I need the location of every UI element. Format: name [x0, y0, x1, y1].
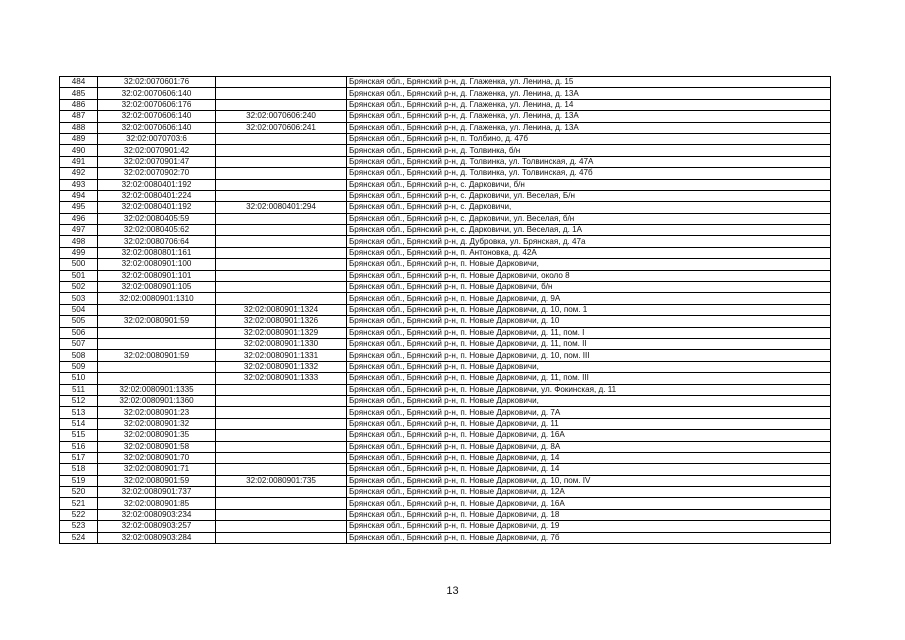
row-number-cell: 493 [60, 179, 98, 190]
row-number-cell: 524 [60, 532, 98, 543]
table-row [60, 361, 831, 372]
cadastral-number-cell: 32:02:0080901:59 [98, 316, 216, 327]
row-number-cell: 500 [60, 259, 98, 270]
table-row [60, 179, 831, 190]
row-number-cell: 521 [60, 498, 98, 509]
sub-cadastral-number-cell [216, 156, 347, 167]
table-row [60, 77, 831, 88]
cadastral-number-cell: 32:02:0080903:257 [98, 521, 216, 532]
cadastral-number-cell: 32:02:0080901:35 [98, 430, 216, 441]
cadastral-number-cell: 32:02:0080901:100 [98, 259, 216, 270]
sub-cadastral-number-cell [216, 179, 347, 190]
cadastral-number-cell: 32:02:0080901:71 [98, 464, 216, 475]
table-row [60, 111, 831, 122]
cadastral-number-cell: 32:02:0080901:58 [98, 441, 216, 452]
cadastral-number-cell: 32:02:0080401:192 [98, 202, 216, 213]
cadastral-number-cell: 32:02:0070606:176 [98, 99, 216, 110]
address-cell: Брянская обл., Брянский р-н, д. Глаженка, ул. Ленина, д. 13А [347, 122, 831, 133]
table-row [60, 316, 831, 327]
sub-cadastral-number-cell [216, 452, 347, 463]
table-row [60, 190, 831, 201]
table-row [60, 247, 831, 258]
sub-cadastral-number-cell [216, 521, 347, 532]
sub-cadastral-number-cell: 32:02:0080401:294 [216, 202, 347, 213]
cadastral-number-cell: 32:02:0070606:140 [98, 122, 216, 133]
sub-cadastral-number-cell [216, 487, 347, 498]
table-row [60, 122, 831, 133]
sub-cadastral-number-cell [216, 418, 347, 429]
sub-cadastral-number-cell [216, 441, 347, 452]
row-number-cell: 496 [60, 213, 98, 224]
address-cell: Брянская обл., Брянский р-н, с. Дарковичи, б/н [347, 179, 831, 190]
cadastral-number-cell: 32:02:0080901:59 [98, 350, 216, 361]
cadastral-number-cell [98, 327, 216, 338]
row-number-cell: 487 [60, 111, 98, 122]
cadastral-number-cell: 32:02:0080706:64 [98, 236, 216, 247]
sub-cadastral-number-cell: 32:02:0080901:1332 [216, 361, 347, 372]
table-row [60, 384, 831, 395]
row-number-cell: 507 [60, 338, 98, 349]
sub-cadastral-number-cell [216, 88, 347, 99]
cadastral-number-cell: 32:02:0080901:105 [98, 282, 216, 293]
row-number-cell: 484 [60, 77, 98, 88]
sub-cadastral-number-cell: 32:02:0080901:1324 [216, 304, 347, 315]
table-row [60, 213, 831, 224]
address-cell: Брянская обл., Брянский р-н, п. Новые Дарковичи, [347, 259, 831, 270]
row-number-cell: 503 [60, 293, 98, 304]
sub-cadastral-number-cell: 32:02:0080901:735 [216, 475, 347, 486]
address-cell: Брянская обл., Брянский р-н, д. Глаженка, ул. Ленина, д. 13А [347, 111, 831, 122]
sub-cadastral-number-cell: 32:02:0070606:241 [216, 122, 347, 133]
table-row [60, 168, 831, 179]
address-cell: Брянская обл., Брянский р-н, п. Новые Дарковичи, б/н [347, 282, 831, 293]
row-number-cell: 518 [60, 464, 98, 475]
cadastral-number-cell: 32:02:0070902:70 [98, 168, 216, 179]
table-row [60, 487, 831, 498]
address-cell: Брянская обл., Брянский р-н, п. Новые Дарковичи, д. 12А [347, 487, 831, 498]
cadastral-number-cell: 32:02:0080901:70 [98, 452, 216, 463]
row-number-cell: 495 [60, 202, 98, 213]
address-cell: Брянская обл., Брянский р-н, д. Дубровка, ул. Брянская, д. 47а [347, 236, 831, 247]
row-number-cell: 498 [60, 236, 98, 247]
sub-cadastral-number-cell [216, 99, 347, 110]
row-number-cell: 499 [60, 247, 98, 258]
address-cell: Брянская обл., Брянский р-н, п. Новые Дарковичи, д. 9А [347, 293, 831, 304]
cadastral-number-cell: 32:02:0070606:140 [98, 111, 216, 122]
table-row [60, 338, 831, 349]
row-number-cell: 504 [60, 304, 98, 315]
table-row [60, 395, 831, 406]
cadastral-number-cell: 32:02:0070601:76 [98, 77, 216, 88]
row-number-cell: 512 [60, 395, 98, 406]
row-number-cell: 489 [60, 133, 98, 144]
cadastral-number-cell: 32:02:0080901:23 [98, 407, 216, 418]
table-row [60, 88, 831, 99]
address-cell: Брянская обл., Брянский р-н, п. Новые Дарковичи, д. 7А [347, 407, 831, 418]
table-row [60, 304, 831, 315]
address-cell: Брянская обл., Брянский р-н, п. Антоновка, д. 42А [347, 247, 831, 258]
row-number-cell: 506 [60, 327, 98, 338]
table-row [60, 532, 831, 543]
sub-cadastral-number-cell [216, 77, 347, 88]
table-row [60, 452, 831, 463]
sub-cadastral-number-cell: 32:02:0080901:1331 [216, 350, 347, 361]
row-number-cell: 497 [60, 225, 98, 236]
address-cell: Брянская обл., Брянский р-н, д. Толвинка, б/н [347, 145, 831, 156]
address-cell: Брянская обл., Брянский р-н, п. Новые Дарковичи, д. 10, пом. III [347, 350, 831, 361]
row-number-cell: 517 [60, 452, 98, 463]
sub-cadastral-number-cell [216, 190, 347, 201]
sub-cadastral-number-cell: 32:02:0080901:1329 [216, 327, 347, 338]
row-number-cell: 520 [60, 487, 98, 498]
cadastral-number-cell: 32:02:0080401:192 [98, 179, 216, 190]
address-cell: Брянская обл., Брянский р-н, п. Новые Дарковичи, д. 18 [347, 509, 831, 520]
sub-cadastral-number-cell [216, 532, 347, 543]
cadastral-number-cell: 32:02:0080405:62 [98, 225, 216, 236]
cadastral-number-cell: 32:02:0080903:234 [98, 509, 216, 520]
table-row [60, 99, 831, 110]
sub-cadastral-number-cell [216, 498, 347, 509]
address-cell: Брянская обл., Брянский р-н, с. Дарковичи, ул. Веселая, Б/н [347, 190, 831, 201]
row-number-cell: 505 [60, 316, 98, 327]
sub-cadastral-number-cell: 32:02:0070606:240 [216, 111, 347, 122]
table-row [60, 407, 831, 418]
row-number-cell: 522 [60, 509, 98, 520]
registry-table-body [60, 77, 831, 544]
row-number-cell: 514 [60, 418, 98, 429]
sub-cadastral-number-cell [216, 259, 347, 270]
cadastral-number-cell: 32:02:0080901:1360 [98, 395, 216, 406]
address-cell: Брянская обл., Брянский р-н, д. Глаженка, ул. Ленина, д. 14 [347, 99, 831, 110]
table-row [60, 259, 831, 270]
cadastral-number-cell: 32:02:0080405:59 [98, 213, 216, 224]
table-row [60, 293, 831, 304]
row-number-cell: 509 [60, 361, 98, 372]
cadastral-number-cell [98, 373, 216, 384]
table-row [60, 521, 831, 532]
table-row [60, 236, 831, 247]
cadastral-number-cell: 32:02:0080901:1335 [98, 384, 216, 395]
sub-cadastral-number-cell [216, 270, 347, 281]
table-row [60, 282, 831, 293]
page-number: 13 [446, 585, 459, 597]
sub-cadastral-number-cell [216, 293, 347, 304]
address-cell: Брянская обл., Брянский р-н, п. Новые Дарковичи, д. 16А [347, 498, 831, 509]
row-number-cell: 515 [60, 430, 98, 441]
address-cell: Брянская обл., Брянский р-н, с. Дарковичи, [347, 202, 831, 213]
cadastral-number-cell: 32:02:0070901:47 [98, 156, 216, 167]
sub-cadastral-number-cell [216, 395, 347, 406]
address-cell: Брянская обл., Брянский р-н, п. Новые Дарковичи, д. 7б [347, 532, 831, 543]
address-cell: Брянская обл., Брянский р-н, с. Дарковичи, ул. Веселая, д. 1А [347, 225, 831, 236]
table-row [60, 350, 831, 361]
sub-cadastral-number-cell [216, 282, 347, 293]
address-cell: Брянская обл., Брянский р-н, д. Глаженка, ул. Ленина, д. 13А [347, 88, 831, 99]
sub-cadastral-number-cell: 32:02:0080901:1330 [216, 338, 347, 349]
table-row [60, 475, 831, 486]
address-cell: Брянская обл., Брянский р-н, п. Новые Дарковичи, д. 8А [347, 441, 831, 452]
sub-cadastral-number-cell: 32:02:0080901:1326 [216, 316, 347, 327]
row-number-cell: 523 [60, 521, 98, 532]
cadastral-number-cell: 32:02:0080801:161 [98, 247, 216, 258]
cadastral-number-cell: 32:02:0080901:32 [98, 418, 216, 429]
sub-cadastral-number-cell [216, 430, 347, 441]
cadastral-number-cell: 32:02:0070703:6 [98, 133, 216, 144]
address-cell: Брянская обл., Брянский р-н, п. Новые Дарковичи, около 8 [347, 270, 831, 281]
row-number-cell: 510 [60, 373, 98, 384]
table-row [60, 441, 831, 452]
row-number-cell: 490 [60, 145, 98, 156]
property-registry-table [59, 76, 831, 544]
row-number-cell: 519 [60, 475, 98, 486]
sub-cadastral-number-cell [216, 247, 347, 258]
address-cell: Брянская обл., Брянский р-н, п. Новые Дарковичи, д. 10 [347, 316, 831, 327]
sub-cadastral-number-cell: 32:02:0080901:1333 [216, 373, 347, 384]
table-row [60, 156, 831, 167]
table-row [60, 430, 831, 441]
address-cell: Брянская обл., Брянский р-н, п. Толбино, д. 47б [347, 133, 831, 144]
table-row [60, 464, 831, 475]
row-number-cell: 513 [60, 407, 98, 418]
address-cell: Брянская обл., Брянский р-н, д. Толвинка, ул. Толвинская, д. 47б [347, 168, 831, 179]
address-cell: Брянская обл., Брянский р-н, п. Новые Дарковичи, д. 11, пом. II [347, 338, 831, 349]
table-row [60, 498, 831, 509]
sub-cadastral-number-cell [216, 168, 347, 179]
address-cell: Брянская обл., Брянский р-н, п. Новые Дарковичи, д. 11, пом. I [347, 327, 831, 338]
row-number-cell: 491 [60, 156, 98, 167]
address-cell: Брянская обл., Брянский р-н, п. Новые Дарковичи, д. 10, пом. IV [347, 475, 831, 486]
address-cell: Брянская обл., Брянский р-н, п. Новые Дарковичи, д. 16А [347, 430, 831, 441]
address-cell: Брянская обл., Брянский р-н, п. Новые Дарковичи, д. 11, пом. III [347, 373, 831, 384]
cadastral-number-cell: 32:02:0080901:59 [98, 475, 216, 486]
sub-cadastral-number-cell [216, 464, 347, 475]
cadastral-number-cell [98, 304, 216, 315]
sub-cadastral-number-cell [216, 407, 347, 418]
cadastral-number-cell: 32:02:0080901:737 [98, 487, 216, 498]
table-row [60, 418, 831, 429]
row-number-cell: 508 [60, 350, 98, 361]
row-number-cell: 494 [60, 190, 98, 201]
address-cell: Брянская обл., Брянский р-н, п. Новые Дарковичи, д. 14 [347, 464, 831, 475]
cadastral-number-cell: 32:02:0080401:224 [98, 190, 216, 201]
row-number-cell: 516 [60, 441, 98, 452]
address-cell: Брянская обл., Брянский р-н, п. Новые Дарковичи, д. 19 [347, 521, 831, 532]
cadastral-number-cell: 32:02:0080901:1310 [98, 293, 216, 304]
table-row [60, 327, 831, 338]
address-cell: Брянская обл., Брянский р-н, п. Новые Дарковичи, [347, 395, 831, 406]
address-cell: Брянская обл., Брянский р-н, п. Новые Дарковичи, [347, 361, 831, 372]
table-row [60, 270, 831, 281]
table-row [60, 133, 831, 144]
table-row [60, 509, 831, 520]
address-cell: Брянская обл., Брянский р-н, п. Новые Дарковичи, д. 10, пом. 1 [347, 304, 831, 315]
address-cell: Брянская обл., Брянский р-н, п. Новые Дарковичи, д. 11 [347, 418, 831, 429]
address-cell: Брянская обл., Брянский р-н, д. Глаженка, ул. Ленина, д. 15 [347, 77, 831, 88]
address-cell: Брянская обл., Брянский р-н, д. Толвинка, ул. Толвинская, д. 47А [347, 156, 831, 167]
sub-cadastral-number-cell [216, 236, 347, 247]
cadastral-number-cell: 32:02:0070901:42 [98, 145, 216, 156]
row-number-cell: 501 [60, 270, 98, 281]
cadastral-number-cell: 32:02:0070606:140 [98, 88, 216, 99]
cadastral-number-cell [98, 338, 216, 349]
row-number-cell: 511 [60, 384, 98, 395]
address-cell: Брянская обл., Брянский р-н, п. Новые Дарковичи, ул. Фокинская, д. 11 [347, 384, 831, 395]
cadastral-number-cell [98, 361, 216, 372]
cadastral-number-cell: 32:02:0080901:101 [98, 270, 216, 281]
row-number-cell: 492 [60, 168, 98, 179]
sub-cadastral-number-cell [216, 133, 347, 144]
table-row [60, 373, 831, 384]
cadastral-number-cell: 32:02:0080903:284 [98, 532, 216, 543]
sub-cadastral-number-cell [216, 384, 347, 395]
table-row [60, 202, 831, 213]
sub-cadastral-number-cell [216, 225, 347, 236]
row-number-cell: 502 [60, 282, 98, 293]
address-cell: Брянская обл., Брянский р-н, с. Дарковичи, ул. Веселая, б/н [347, 213, 831, 224]
sub-cadastral-number-cell [216, 213, 347, 224]
row-number-cell: 488 [60, 122, 98, 133]
table-row [60, 145, 831, 156]
address-cell: Брянская обл., Брянский р-н, п. Новые Дарковичи, д. 14 [347, 452, 831, 463]
row-number-cell: 485 [60, 88, 98, 99]
cadastral-number-cell: 32:02:0080901:85 [98, 498, 216, 509]
sub-cadastral-number-cell [216, 145, 347, 156]
table-row [60, 225, 831, 236]
row-number-cell: 486 [60, 99, 98, 110]
sub-cadastral-number-cell [216, 509, 347, 520]
